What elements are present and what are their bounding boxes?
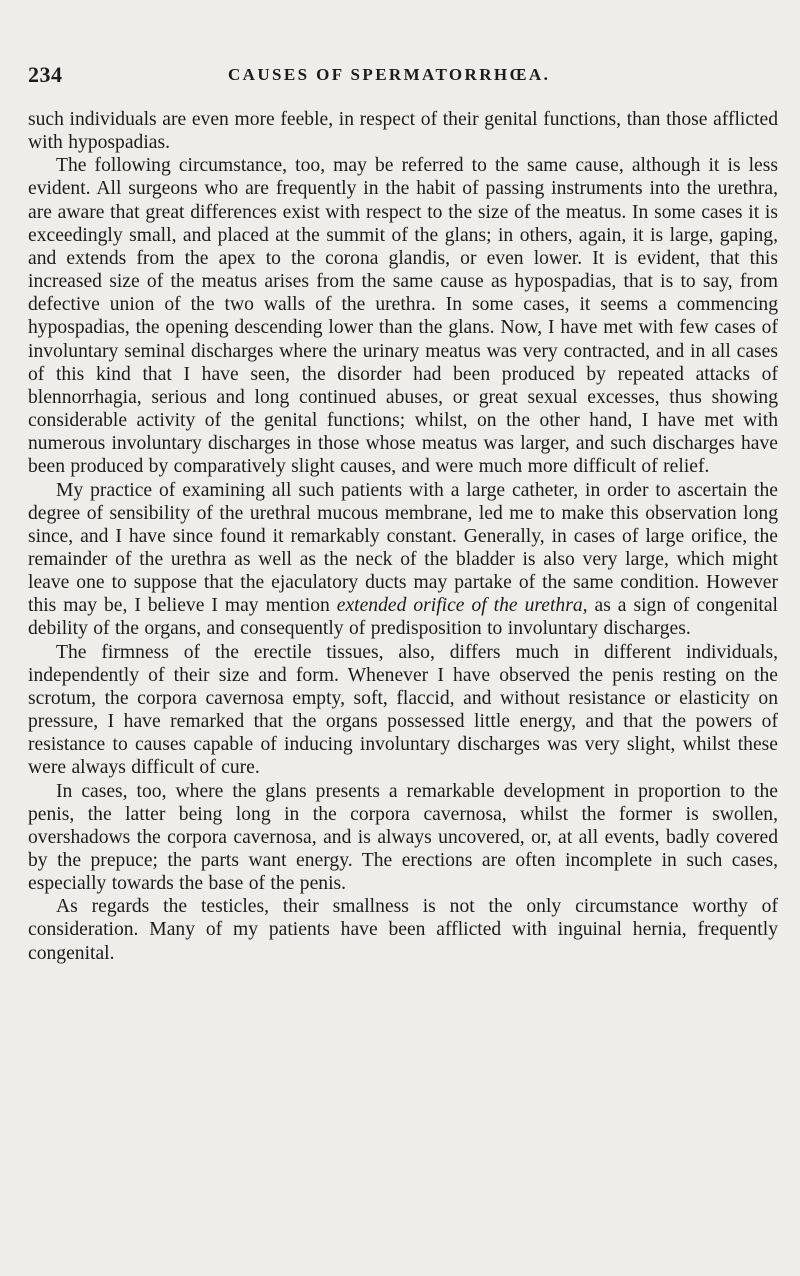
paragraph [28, 895, 778, 964]
text-segment: My practice of examining all such patients with a large catheter, in order to ascertain the degree of sensibility of the urethral mucous membrane, led me to make this observation long since, and I have since found it remarkably constant. Generally, in cases of large orifice, the remainder of the urethra as well as the neck of the bladder is also very large, which might leave one to suppose that the ejaculatory ducts may partake of the same condition. However this may be, I believe I may mention [28, 479, 778, 617]
paragraph [28, 108, 778, 154]
text-segment: The firmness of the erectile tissues, also, differs much in different individuals, independently of their size and form. Whenever I have observed the penis resting on the scrotum, the corpora cavernosa empty, soft, flaccid, and without resistance or elasticity on pressure, I have remarked that the organs possessed little energy, and that the powers of resistance to causes capable of inducing involuntary discharges was very slight, whilst these were always difficult of cure. [28, 641, 778, 779]
text-segment: In cases, too, where the glans presents a remarkable development in proportion to the penis, the latter being long in the corpora cavernosa, whilst the former is swollen, overshadows the corpora cavernosa, and is always uncovered, or, at all events, badly covered by the prepuce; the parts want energy. The erections are often incomplete in such cases, especially towards the base of the penis. [28, 780, 778, 895]
body-text [28, 108, 778, 965]
paragraph [28, 479, 778, 641]
paragraph [28, 641, 778, 780]
page-header [28, 62, 778, 92]
running-title: CAUSES OF SPERMATORRHŒA. [228, 65, 551, 84]
text-segment: As regards the testicles, their smallness is not the only circumstance worthy of consideration. Many of my patients have been afflicted with inguinal hernia, frequently congenital. [28, 896, 778, 964]
paragraph [28, 780, 778, 896]
text-segment: as a sign of congenital debility of the organs, and consequently of predisposition to involuntary discharges. [28, 595, 778, 640]
paragraph [28, 154, 778, 478]
page-number: 234 [28, 62, 63, 87]
text-segment: The following circumstance, too, may be referred to the same cause, although it is less evident. All surgeons who are frequently in the habit of passing instruments into the urethra, are aware that great differences exist with respect to the size of the meatus. In some cases it is exceedingly small, and placed at the summit of the glans; in others, again, it is large, gaping, and extends from the apex to the corona glandis, or even lower. It is evident, that this increased size of the meatus arises from the same cause as hypospadias, that is to say, from defective union of the two walls of the urethra. In some cases, it seems a commencing hypospadias, the opening descending lower than the glans. Now, I have met with few cases of involuntary seminal discharges where the urinary meatus was very contracted, and in all cases of this kind that I have seen, the disorder had been produced by repeated attacks of blennorrhagia, serious and long continued abuses, or great sexual excesses, thus showing considerable activity of the genital functions; whilst, on the other hand, I have met with numerous involuntary discharges in those whose meatus was larger, and such discharges have been produced by comparatively slight causes, and were much more difficult of relief. [28, 155, 778, 478]
italic-phrase: extended orifice of the urethra, [336, 595, 588, 617]
text-segment: such individuals are even more feeble, in respect of their genital functions, than those afflicted with hypospadias. [28, 109, 778, 154]
